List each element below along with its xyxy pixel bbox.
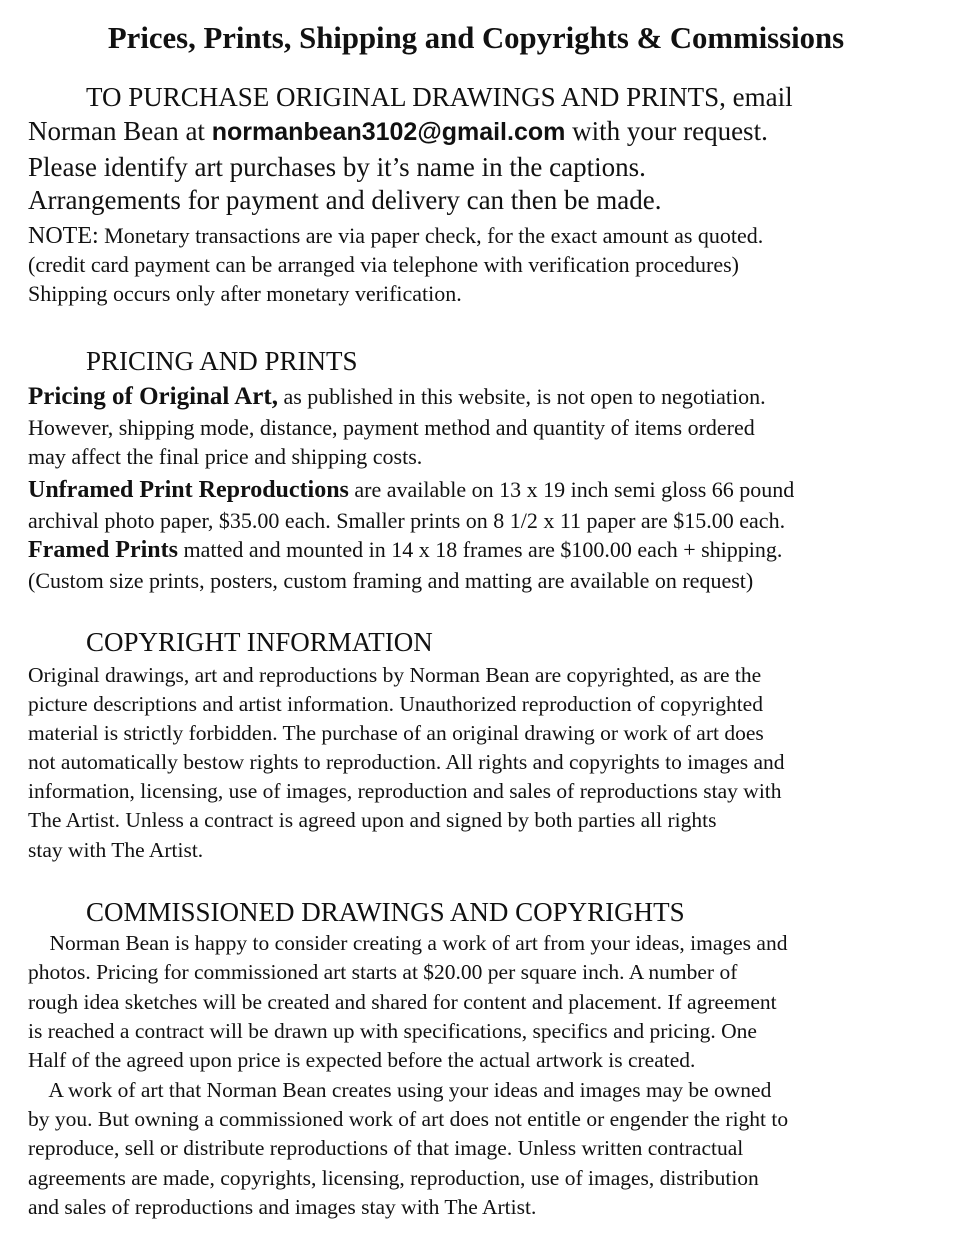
original-art-label: Pricing of Original Art, — [28, 383, 278, 410]
pricing-heading: PRICING AND PRINTS — [86, 346, 358, 376]
commission-line: and sales of reproductions and images stay with The Artist. — [28, 1195, 537, 1219]
unframed-text: are available on 13 x 19 inch semi gloss 66 pound — [348, 477, 795, 502]
purchase-intro-line: TO PURCHASE ORIGINAL DRAWINGS AND PRINTS, email — [86, 82, 793, 112]
purchase-arrangements-line: Arrangements for payment and delivery can then be made. — [28, 185, 662, 215]
pricing-custom-line: (Custom size prints, posters, custom framing and matting are available on request) — [28, 568, 754, 593]
pricing-original-line — [28, 384, 766, 409]
commission-line: agreements are made, copyrights, licensing, reproduction, use of images, distribution — [28, 1166, 759, 1190]
copyright-heading: COPYRIGHT INFORMATION — [86, 627, 433, 657]
commission-line: is reached a contract will be drawn up with specifications, specifics and pricing. One — [28, 1019, 757, 1043]
unframed-label: Unframed Print Reproductions — [28, 477, 349, 503]
pricing-framed-line — [28, 538, 782, 562]
copyright-line: not automatically bestow rights to reproduction. All rights and copyrights to images and — [28, 750, 785, 774]
pricing-shipping-mode-line: However, shipping mode, distance, payment method and quantity of items ordered — [28, 415, 755, 440]
copyright-line: stay with The Artist. — [28, 838, 204, 862]
purchase-credit-line: (credit card payment can be arranged via telephone with verification procedures) — [28, 252, 739, 277]
commission-line: A work of art that Norman Bean creates using your ideas and images may be owned — [28, 1078, 772, 1102]
copyright-line: material is strictly forbidden. The purchase of an original drawing or work of art does — [28, 721, 764, 745]
email-link[interactable]: normanbean3102@gmail.com — [211, 118, 566, 146]
copyright-line: picture descriptions and artist information. Unauthorized reproduction of copyrighted — [28, 692, 763, 716]
original-art-text: as published in this website, is not open to negotiation. — [277, 384, 766, 409]
commission-line: photos. Pricing for commissioned art starts at $20.00 per square inch. A number of — [28, 960, 738, 984]
purchase-contact-line — [28, 118, 768, 145]
contact-prefix: Norman Bean at — [28, 116, 212, 146]
contact-suffix: with your request. — [565, 116, 768, 146]
page-title: Prices, Prints, Shipping and Copyrights & Commissions — [107, 20, 845, 55]
purchase-identify-line: Please identify art purchases by it’s name in the captions. — [28, 152, 646, 182]
copyright-line: Original drawings, art and reproductions by Norman Bean are copyrighted, as are the — [28, 663, 762, 687]
purchase-shipping-line: Shipping occurs only after monetary verification. — [28, 281, 462, 306]
framed-label: Framed Prints — [28, 537, 178, 563]
commission-line: reproduce, sell or distribute reproductions of that image. Unless written contractual — [28, 1136, 744, 1160]
copyright-line: information, licensing, use of images, reproduction and sales of reproductions stay with — [28, 779, 782, 803]
commission-heading: COMMISSIONED DRAWINGS AND COPYRIGHTS — [86, 897, 685, 927]
commission-line: by you. But owning a commissioned work of art does not entitle or engender the right to — [28, 1107, 789, 1131]
copyright-line: The Artist. Unless a contract is agreed upon and signed by both parties all rights — [28, 808, 717, 832]
pricing-final-price-line: may affect the final price and shipping costs. — [28, 444, 423, 469]
purchase-note-line — [28, 224, 763, 248]
commission-line: Norman Bean is happy to consider creating a work of art from your ideas, images and — [28, 931, 788, 955]
commission-line: rough idea sketches will be created and shared for content and placement. If agreement — [28, 990, 777, 1014]
pricing-archival-line: archival photo paper, $35.00 each. Smaller prints on 8 1/2 x 11 paper are $15.00 each. — [28, 508, 786, 533]
commission-line: Half of the agreed upon price is expected before the actual artwork is created. — [28, 1048, 696, 1072]
framed-text: matted and mounted in 14 x 18 frames are $100.00 each + shipping. — [177, 537, 783, 562]
note-text: Monetary transactions are via paper check, for the exact amount as quoted. — [98, 223, 764, 248]
pricing-unframed-line — [28, 478, 794, 502]
note-label: NOTE: — [28, 223, 99, 249]
